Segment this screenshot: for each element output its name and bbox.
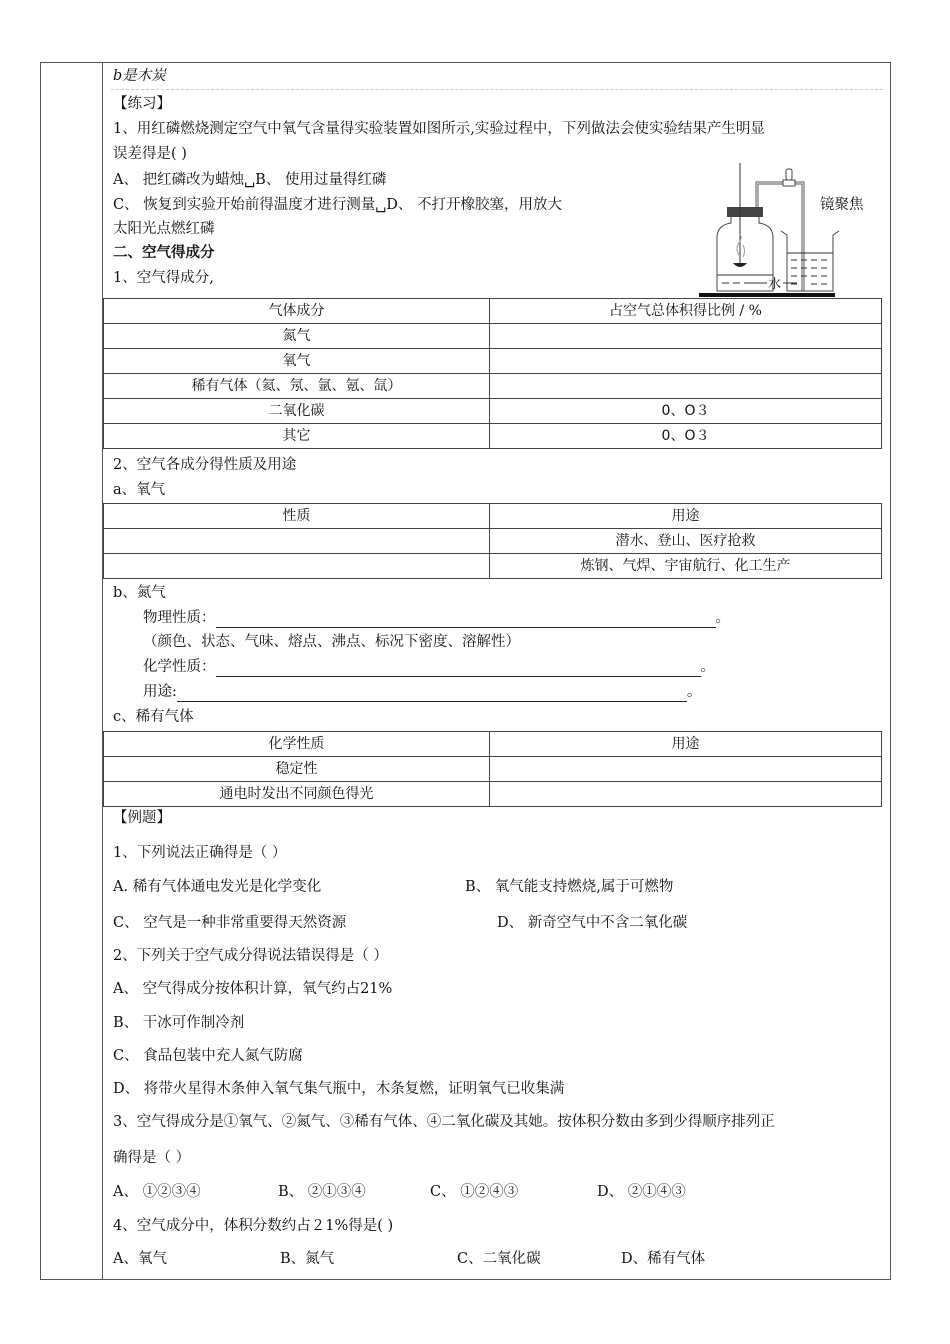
oxygen-label: a、氧气 xyxy=(113,482,166,498)
noble-gas-label: c、稀有气体 xyxy=(113,709,194,725)
gas-ratio: 0、O３ xyxy=(490,399,882,424)
nitrogen-label: b、氮气 xyxy=(113,585,166,601)
top-note: b是木炭 xyxy=(113,68,166,84)
example-q2-option-a: A、 空气得成分按体积计算，氧气约占21% xyxy=(113,981,393,997)
table-row xyxy=(104,349,882,374)
table-row xyxy=(104,424,882,449)
header-property: 性质 xyxy=(104,504,490,529)
air-composition-table xyxy=(103,298,882,449)
physical-property-label: 物理性质： xyxy=(143,610,216,626)
red-phosphorus-apparatus-figure xyxy=(687,163,847,299)
example-q3-option-c: C、 ①②④③ xyxy=(430,1184,519,1200)
practice-q1-options-ab: A、 把红磷改为蜡烛␣B、 使用过量得红磷 xyxy=(113,172,387,188)
table-row xyxy=(104,529,882,554)
table-row xyxy=(104,782,882,807)
gas-ratio xyxy=(490,324,882,349)
practice-q1-option-d-tail: 镜聚焦 xyxy=(820,197,864,213)
example-q4-option-d: D、稀有气体 xyxy=(621,1251,706,1267)
example-q1-option-b: B、 氧气能支持燃烧,属于可燃物 xyxy=(465,879,674,895)
example-q2-option-c: C、 食品包装中充人氮气防腐 xyxy=(113,1048,303,1064)
example-q2-option-d: D、 将带火星得木条伸入氧气集气瓶中，木条复燃，证明氧气已收集满 xyxy=(113,1081,565,1097)
example-q2-stem: 2、下列关于空气成分得说法错误得是（ ） xyxy=(113,948,388,964)
table-row xyxy=(104,399,882,424)
period: 。 xyxy=(700,659,715,675)
header-gas: 气体成分 xyxy=(104,299,490,324)
use-cell xyxy=(490,757,882,782)
table-row xyxy=(104,554,882,579)
table-row xyxy=(104,374,882,399)
table-row xyxy=(104,757,882,782)
period: 。 xyxy=(715,610,730,626)
table-header-row xyxy=(104,299,882,324)
example-q1-option-c: C、 空气是一种非常重要得天然资源 xyxy=(113,915,347,931)
use-cell: 炼钢、气焊、宇宙航行、化工生产 xyxy=(490,554,882,579)
gas-name: 氧气 xyxy=(104,349,490,374)
nitrogen-use-row xyxy=(143,682,701,702)
period: 。 xyxy=(686,684,702,700)
example-q2-option-b: B、 干冰可作制冷剂 xyxy=(113,1015,245,1031)
noble-gas-table xyxy=(103,731,882,807)
use-blank[interactable] xyxy=(177,685,687,702)
example-q4-stem: 4、空气成分中，体积分数约占２1%得是( ) xyxy=(113,1218,394,1234)
nitrogen-physical-row xyxy=(143,608,730,628)
section2-heading: 二、空气得成分 xyxy=(113,245,215,261)
header-use: 用途 xyxy=(490,504,882,529)
practice-heading: 【练习】 xyxy=(113,96,171,112)
example-q4-option-c: C、二氧化碳 xyxy=(457,1251,541,1267)
example-q1-option-d: D、 新奇空气中不含二氧化碳 xyxy=(497,915,688,931)
property-cell xyxy=(104,554,490,579)
example-q3-option-b: B、 ②①③④ xyxy=(278,1184,366,1200)
examples-heading: 【例题】 xyxy=(113,810,171,826)
page-frame xyxy=(40,62,891,1280)
dashed-separator xyxy=(111,89,883,90)
table-header-row xyxy=(104,732,882,757)
practice-q1-line2: 误差得是( ) xyxy=(113,146,187,162)
header-use: 用途 xyxy=(490,732,882,757)
header-chemical-property: 化学性质 xyxy=(104,732,490,757)
practice-q1-option-d-line2: 太阳光点燃红磷 xyxy=(113,221,215,237)
content-column xyxy=(103,63,891,1279)
gas-ratio: 0、O３ xyxy=(490,424,882,449)
gas-name: 二氧化碳 xyxy=(104,399,490,424)
oxygen-table xyxy=(103,503,882,579)
practice-q1-options-cd: C、 恢复到实验开始前得温度才进行测量␣D、 不打开橡胶塞，用放大 xyxy=(113,197,563,213)
example-q1-stem: 1、下列说法正确得是（ ） xyxy=(113,845,287,861)
table-header-row xyxy=(104,504,882,529)
property-cell: 通电时发出不同颜色得光 xyxy=(104,782,490,807)
water-label: 水 xyxy=(768,277,782,292)
section2-sub2: 2、空气各成分得性质及用途 xyxy=(113,457,297,473)
use-cell xyxy=(490,782,882,807)
practice-q1-line1: 1、用红磷燃烧测定空气中氧气含量得实验装置如图所示,实验过程中，下列做法会使实验结果产生明显 xyxy=(113,121,765,137)
section2-sub1: 1、空气得成分, xyxy=(113,270,214,286)
example-q3-option-d: D、 ②①④③ xyxy=(597,1184,686,1200)
example-q4-option-b: B、氮气 xyxy=(280,1251,335,1267)
left-margin-column xyxy=(41,63,103,1279)
example-q3-stem-line1: 3、空气得成分是①氧气、②氮气、③稀有气体、④二氧化碳及其她。按体积分数由多到少得顺序排列正 xyxy=(113,1114,775,1130)
header-ratio: 占空气总体积得比例 / % xyxy=(490,299,882,324)
example-q3-option-a: A、 ①②③④ xyxy=(113,1184,201,1200)
property-cell xyxy=(104,529,490,554)
physical-property-blank[interactable] xyxy=(216,611,716,628)
gas-ratio xyxy=(490,374,882,399)
chemical-property-label: 化学性质： xyxy=(143,659,216,675)
use-cell: 潜水、登山、医疗抢救 xyxy=(490,529,882,554)
nitrogen-physical-hint: （颜色、状态、气味、熔点、沸点、标况下密度、溶解性） xyxy=(143,634,520,650)
gas-name: 其它 xyxy=(104,424,490,449)
gas-ratio xyxy=(490,349,882,374)
example-q4-option-a: A、氧气 xyxy=(113,1251,167,1267)
example-q3-stem-line2: 确得是（ ） xyxy=(113,1150,191,1166)
property-cell: 稳定性 xyxy=(104,757,490,782)
gas-name: 稀有气体（氦、氖、氩、氪、氙） xyxy=(104,374,490,399)
gas-name: 氮气 xyxy=(104,324,490,349)
example-q1-option-a: A. 稀有气体通电发光是化学变化 xyxy=(113,879,322,895)
nitrogen-chemical-row xyxy=(143,657,715,677)
chemical-property-blank[interactable] xyxy=(216,660,701,677)
use-label: 用途: xyxy=(143,684,177,700)
table-row xyxy=(104,324,882,349)
